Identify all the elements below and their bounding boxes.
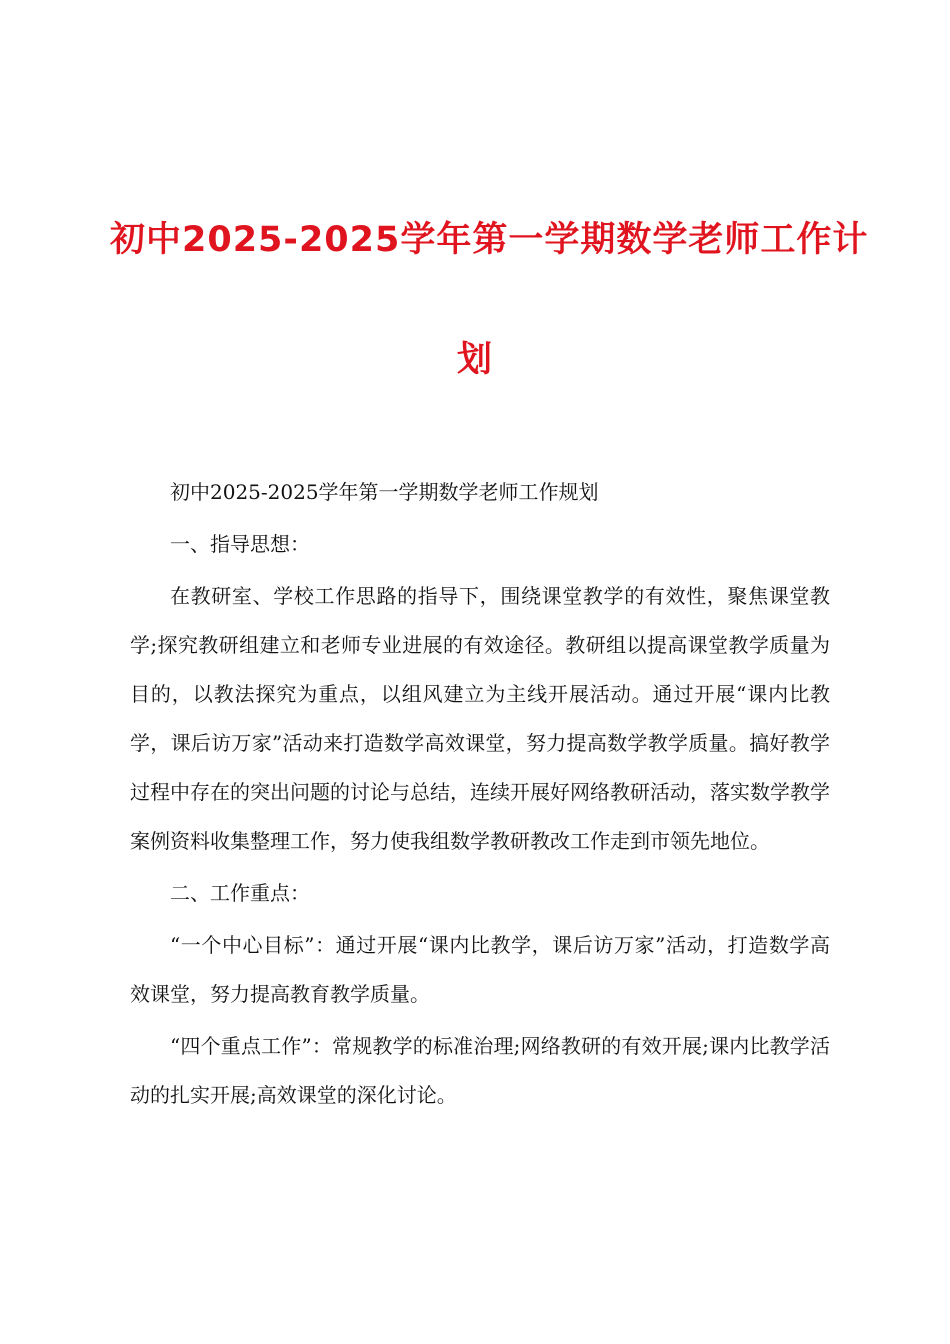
subtitle-paragraph: 初中2025-2025学年第一学期数学老师工作规划 <box>170 480 599 504</box>
document-body <box>130 468 830 1120</box>
document-title-line-2: 划 <box>456 340 493 380</box>
section-heading-work-focus: 二、工作重点： <box>170 881 310 905</box>
section-heading-guiding-thought: 一、指导思想： <box>170 532 310 556</box>
four-key-tasks-paragraph: “四个重点工作”：常规教学的标准治理;网络教研的有效开展;课内比教学活动的扎实开展;高效课堂的深化讨论。 <box>130 1034 830 1107</box>
guiding-thought-paragraph: 在教研室、学校工作思路的指导下，围绕课堂教学的有效性，聚焦课堂教学;探究教研组建立和老师专业进展的有效途径。教研组以提高课堂教学质量为目的，以教法探究为重点，以组风建立为主线开展活动。通过开展“课内比教学，课后访万家”活动来打造数学高效课堂，努力提高数学教学质量。搞好教学过程中存在的突出问题的讨论与总结，连续开展好网络教研活动，落实数学教学案例资料收集整理工作，努力使我组数学教研教改工作走到市领先地位。 <box>130 584 830 853</box>
central-goal-paragraph: “一个中心目标”：通过开展“课内比教学，课后访万家”活动，打造数学高效课堂，努力提高教育教学质量。 <box>130 933 830 1006</box>
document-title-line-1: 初中2025-2025学年第一学期数学老师工作计 <box>110 220 869 260</box>
